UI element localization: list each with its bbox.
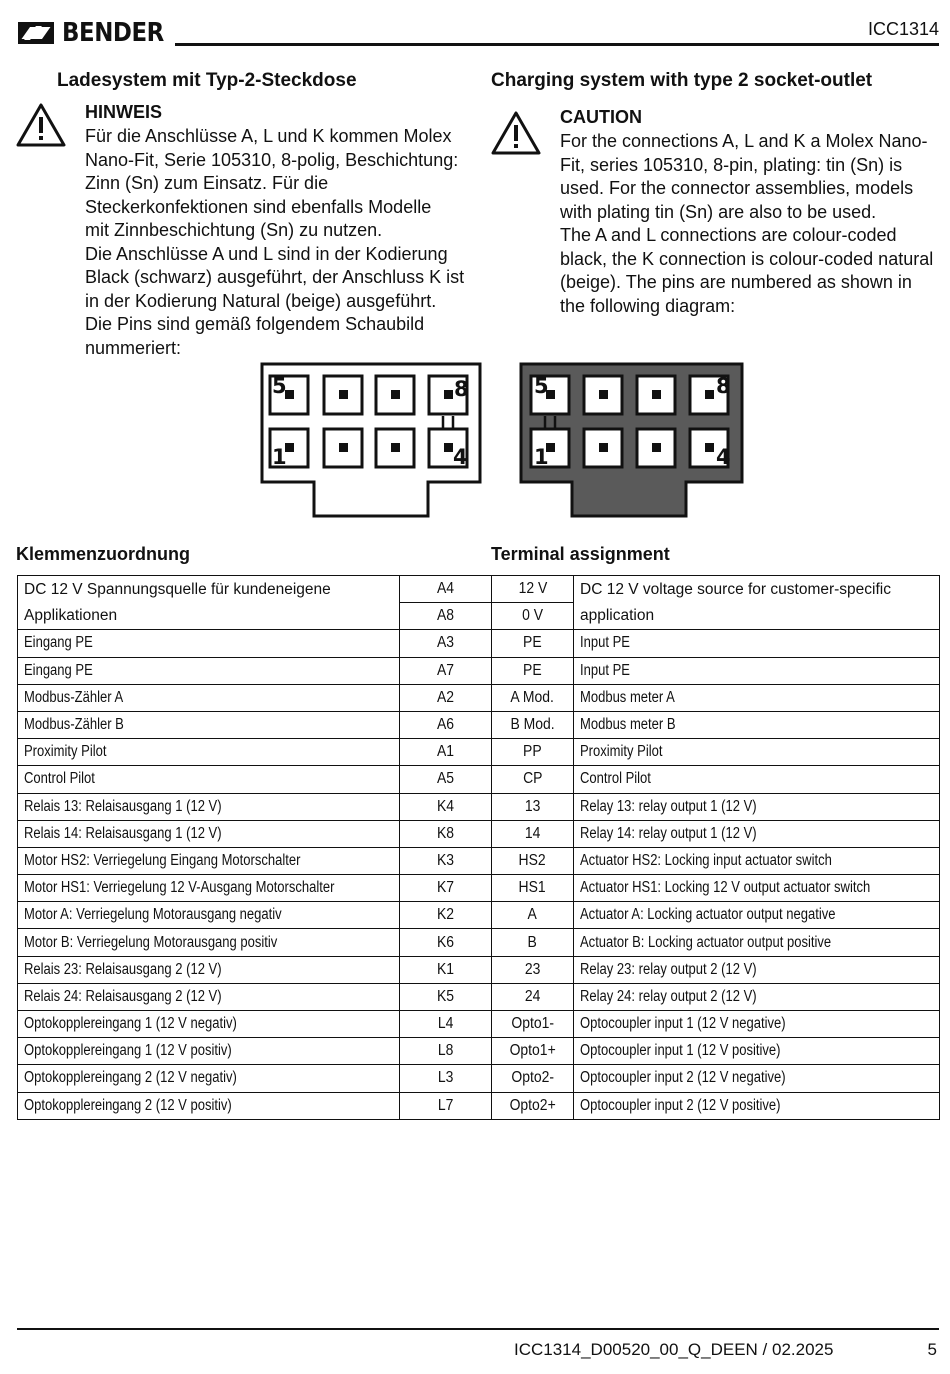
table-row bbox=[18, 657, 940, 684]
cell-description-en: Proximity Pilot bbox=[574, 739, 940, 766]
warning-triangle-icon bbox=[491, 110, 541, 156]
pin-label-5-black: 5 bbox=[534, 374, 549, 398]
cell-terminal: A4 bbox=[400, 576, 492, 603]
cell-description-de: Optokopplereingang 1 (12 V positiv) bbox=[18, 1038, 400, 1065]
pin-label-1-black: 1 bbox=[534, 445, 549, 469]
cell-terminal: K5 bbox=[400, 983, 492, 1010]
cell-terminal: K1 bbox=[400, 956, 492, 983]
cell-description-en: Optocoupler input 1 (12 V negative) bbox=[574, 1011, 940, 1038]
table-row bbox=[18, 711, 940, 738]
cell-terminal: A2 bbox=[400, 684, 492, 711]
pin-label-5-natural: 5 bbox=[272, 374, 287, 398]
cell-description-en: Actuator A: Locking actuator output negative bbox=[574, 902, 940, 929]
pin-contact bbox=[705, 390, 714, 399]
terminal-assignment-table bbox=[17, 575, 940, 1120]
cell-signal: PP bbox=[492, 739, 574, 766]
cell-description-en: Relay 24: relay output 2 (12 V) bbox=[574, 983, 940, 1010]
cell-description-de: Modbus-Zähler A bbox=[18, 684, 400, 711]
cell-terminal: A3 bbox=[400, 630, 492, 657]
cell-description-de: Optokopplereingang 2 (12 V negativ) bbox=[18, 1065, 400, 1092]
cell-terminal: A7 bbox=[400, 657, 492, 684]
cell-description-en: Relay 14: relay output 1 (12 V) bbox=[574, 820, 940, 847]
cell-signal: 14 bbox=[492, 820, 574, 847]
cell-signal: 13 bbox=[492, 793, 574, 820]
cell-signal: A bbox=[492, 902, 574, 929]
cell-description-de: Eingang PE bbox=[18, 657, 400, 684]
cell-description-en: Modbus meter B bbox=[574, 711, 940, 738]
pin-label-8-black: 8 bbox=[716, 374, 731, 398]
cell-signal: B Mod. bbox=[492, 711, 574, 738]
cell-signal: Opto1- bbox=[492, 1011, 574, 1038]
cell-signal: HS2 bbox=[492, 847, 574, 874]
bender-logo bbox=[16, 17, 178, 49]
cell-description-de: Motor HS2: Verriegelung Eingang Motorschalter bbox=[18, 847, 400, 874]
cell-description-en: Optocoupler input 2 (12 V positive) bbox=[574, 1092, 940, 1119]
cell-description-de: Eingang PE bbox=[18, 630, 400, 657]
table-row bbox=[18, 820, 940, 847]
cell-description-en: Input PE bbox=[574, 630, 940, 657]
cell-description-de: Control Pilot bbox=[18, 766, 400, 793]
cell-terminal: A1 bbox=[400, 739, 492, 766]
cell-signal: Opto1+ bbox=[492, 1038, 574, 1065]
bender-logo-icon bbox=[16, 18, 56, 48]
table-row bbox=[18, 847, 940, 874]
cell-signal: 12 V bbox=[492, 576, 574, 603]
pin-contact bbox=[705, 443, 714, 452]
warning-triangle-icon bbox=[16, 102, 66, 148]
note-text-en: For the connections A, L and K a Molex Nano- Fit, series 105310, 8-pin, plating: tin (Sn) is used. For the connector assemblies, models with plating tin (Sn) are also to be used. The A and L connections are colour-coded black, the K connection is colour-coded natural (beige). The pins are numbered as shown in the following diagram: bbox=[560, 131, 934, 316]
pin-contact bbox=[391, 443, 400, 452]
note-text-de: Für die Anschlüsse A, L und K kommen Molex Nano-Fit, Serie 105310, 8-polig, Beschichtung: Zinn (Sn) zum Einsatz. Für die Steckerkonfektionen sind ebenfalls Modelle mit Zinnbeschichtung (Sn) zu nutzen. Die Anschlüsse A und L sind in der Kodierung Black (schwarz) ausgeführt, der Anschluss K ist in der Kodierung Natural (beige) ausgeführt. Die Pins sind gemäß folgendem Schaubild nummeriert: bbox=[85, 126, 465, 358]
cell-description-de: Relais 24: Relaisausgang 2 (12 V) bbox=[18, 983, 400, 1010]
table-row bbox=[18, 630, 940, 657]
cell-description-en: Actuator HS2: Locking input actuator switch bbox=[574, 847, 940, 874]
cell-terminal: K8 bbox=[400, 820, 492, 847]
table-row bbox=[18, 956, 940, 983]
cell-signal: 23 bbox=[492, 956, 574, 983]
table-row bbox=[18, 766, 940, 793]
cell-description-en: Modbus meter A bbox=[574, 684, 940, 711]
pin-contact bbox=[339, 443, 348, 452]
pin-contact bbox=[444, 390, 453, 399]
table-row bbox=[18, 875, 940, 902]
header-rule bbox=[175, 43, 939, 46]
table-row bbox=[18, 1065, 940, 1092]
header-doc-id: ICC1314 bbox=[867, 19, 939, 39]
cell-terminal: L3 bbox=[400, 1065, 492, 1092]
cell-description-de: Motor HS1: Verriegelung 12 V-Ausgang Motorschalter bbox=[18, 875, 400, 902]
cell-description-en: Relay 23: relay output 2 (12 V) bbox=[574, 956, 940, 983]
cell-signal: 24 bbox=[492, 983, 574, 1010]
pin-label-1-natural: 1 bbox=[272, 445, 287, 469]
table-row bbox=[18, 576, 940, 603]
cell-signal: PE bbox=[492, 630, 574, 657]
cell-signal: PE bbox=[492, 657, 574, 684]
cell-signal: CP bbox=[492, 766, 574, 793]
cell-description-de: Optokopplereingang 2 (12 V positiv) bbox=[18, 1092, 400, 1119]
cell-description-de: Modbus-Zähler B bbox=[18, 711, 400, 738]
cell-signal: Opto2+ bbox=[492, 1092, 574, 1119]
cell-signal: HS1 bbox=[492, 875, 574, 902]
cell-description-en: Optocoupler input 2 (12 V negative) bbox=[574, 1065, 940, 1092]
cell-terminal: K2 bbox=[400, 902, 492, 929]
cell-terminal: L4 bbox=[400, 1011, 492, 1038]
note-heading-de: HINWEIS bbox=[85, 102, 163, 122]
table-row bbox=[18, 902, 940, 929]
pin-contact bbox=[391, 390, 400, 399]
table-row bbox=[18, 793, 940, 820]
pin-label-8-natural: 8 bbox=[454, 377, 469, 401]
cell-description-de: Motor B: Verriegelung Motorausgang positiv bbox=[18, 929, 400, 956]
footer-rule bbox=[17, 1328, 939, 1330]
pin-contact bbox=[444, 443, 453, 452]
table-row bbox=[18, 983, 940, 1010]
cell-terminal: K3 bbox=[400, 847, 492, 874]
cell-signal: Opto2- bbox=[492, 1065, 574, 1092]
pin-contact bbox=[652, 443, 661, 452]
pin-label-4-natural: 4 bbox=[453, 445, 468, 469]
cell-terminal: A6 bbox=[400, 711, 492, 738]
cell-description-de: Relais 14: Relaisausgang 1 (12 V) bbox=[18, 820, 400, 847]
table-title-de: Klemmenzuordnung bbox=[16, 544, 190, 564]
cell-description-en: Control Pilot bbox=[574, 766, 940, 793]
cell-terminal: L8 bbox=[400, 1038, 492, 1065]
table-row bbox=[18, 1038, 940, 1065]
cell-description-en: DC 12 V voltage source for customer-specific application bbox=[574, 576, 940, 630]
pin-contact bbox=[599, 390, 608, 399]
cell-description-de: Relais 23: Relaisausgang 2 (12 V) bbox=[18, 956, 400, 983]
cell-description-de: Optokopplereingang 1 (12 V negativ) bbox=[18, 1011, 400, 1038]
table-row bbox=[18, 1011, 940, 1038]
cell-signal: B bbox=[492, 929, 574, 956]
cell-description-en: Actuator HS1: Locking 12 V output actuator switch bbox=[574, 875, 940, 902]
table-row bbox=[18, 929, 940, 956]
section-title-en: Charging system with type 2 socket-outlet bbox=[491, 70, 873, 91]
cell-terminal: K6 bbox=[400, 929, 492, 956]
cell-terminal: L7 bbox=[400, 1092, 492, 1119]
cell-terminal: A5 bbox=[400, 766, 492, 793]
note-heading-en: CAUTION bbox=[560, 107, 642, 127]
section-title-de: Ladesystem mit Typ-2-Steckdose bbox=[57, 70, 357, 91]
table-row bbox=[18, 1092, 940, 1119]
pin-contact bbox=[652, 390, 661, 399]
table-title-en: Terminal assignment bbox=[491, 544, 670, 564]
cell-description-en: Optocoupler input 1 (12 V positive) bbox=[574, 1038, 940, 1065]
cell-description-de: Relais 13: Relaisausgang 1 (12 V) bbox=[18, 793, 400, 820]
cell-terminal: A8 bbox=[400, 603, 492, 630]
cell-description-de: DC 12 V Spannungsquelle für kundeneigene Applikationen bbox=[18, 576, 400, 630]
page-number: 5 bbox=[927, 1340, 937, 1359]
cell-description-en: Input PE bbox=[574, 657, 940, 684]
cell-description-en: Actuator B: Locking actuator output positive bbox=[574, 929, 940, 956]
table-row bbox=[18, 739, 940, 766]
brand-name: BENDER bbox=[62, 18, 164, 48]
connector-diagrams bbox=[258, 360, 748, 522]
pin-contact bbox=[599, 443, 608, 452]
pin-contact bbox=[339, 390, 348, 399]
cell-description-en: Relay 13: relay output 1 (12 V) bbox=[574, 793, 940, 820]
cell-signal: 0 V bbox=[492, 603, 574, 630]
cell-description-de: Motor A: Verriegelung Motorausgang negativ bbox=[18, 902, 400, 929]
footer-doc-ref: ICC1314_D00520_00_Q_DEEN / 02.2025 bbox=[514, 1340, 834, 1359]
table-row bbox=[18, 684, 940, 711]
cell-signal: A Mod. bbox=[492, 684, 574, 711]
cell-terminal: K4 bbox=[400, 793, 492, 820]
pin-label-4-black: 4 bbox=[716, 445, 731, 469]
cell-terminal: K7 bbox=[400, 875, 492, 902]
cell-description-de: Proximity Pilot bbox=[18, 739, 400, 766]
